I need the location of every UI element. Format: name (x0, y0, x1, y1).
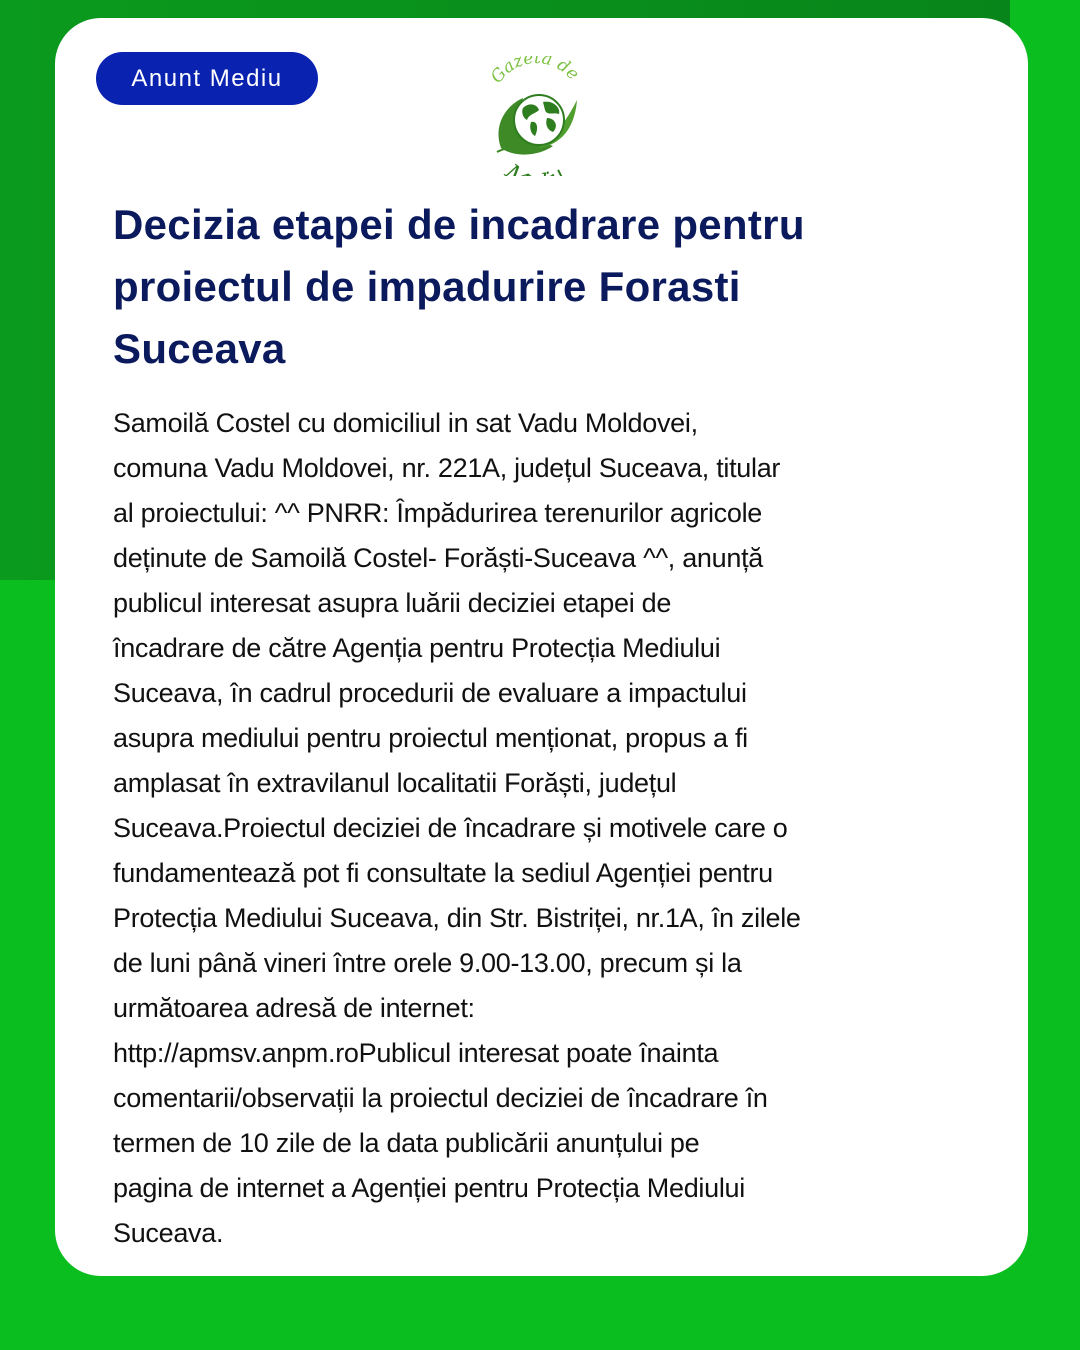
title-line: Decizia etapei de incadrare pentru (113, 201, 805, 248)
body-line: comentarii/observații la proiectul deciziei de încadrare în (113, 1083, 768, 1113)
announcement-title (113, 194, 993, 380)
body-line: Samoilă Costel cu domiciliul in sat Vadu Moldovei, (113, 408, 698, 438)
svg-text:Mediu (499, 159, 571, 176)
body-line: Protecția Mediului Suceava, din Str. Bistriței, nr.1A, în zilele (113, 903, 801, 933)
title-line: proiectul de impadurire Forasti (113, 263, 741, 310)
body-line: deținute de Samoilă Costel- Forăști-Suceava ^^, anunță (113, 543, 763, 573)
body-line: fundamentează pot fi consultate la sediul Agenției pentru (113, 858, 773, 888)
body-line: încadrare de către Agenția pentru Protecția Mediului (113, 633, 721, 663)
category-badge (96, 52, 318, 105)
title-line: Suceava (113, 325, 286, 372)
body-line: asupra mediului pentru proiectul menționat, propus a fi (113, 723, 748, 753)
body-line: al proiectului: ^^ PNRR: Împădurirea terenurilor agricole (113, 498, 763, 528)
svg-text:Gazeta de (487, 56, 583, 87)
announcement-card (55, 18, 1028, 1276)
body-line: pagina de internet a Agenției pentru Protecția Mediului (113, 1173, 745, 1203)
body-line: comuna Vadu Moldovei, nr. 221A, județul Suceava, titular (113, 453, 781, 483)
body-line: Suceava. (113, 1218, 224, 1248)
body-line: de luni până vineri între orele 9.00-13.00, precum și la (113, 948, 742, 978)
body-line: Suceava, în cadrul procedurii de evaluare a impactului (113, 678, 747, 708)
category-badge-label: Anunt Mediu (131, 64, 283, 92)
globe-leaf-icon (475, 56, 595, 176)
body-line: termen de 10 zile de la data publicării anunțului pe (113, 1128, 700, 1158)
body-line: Suceava.Proiectul deciziei de încadrare și motivele care o (113, 813, 788, 843)
body-line: amplasat în extravilanul localitatii Forăști, județul (113, 768, 677, 798)
body-line-url: http://apmsv.anpm.roPublicul interesat poate înainta (113, 1038, 719, 1068)
announcement-body (113, 401, 993, 1256)
gazeta-de-mediu-logo (475, 56, 595, 176)
logo-top-text: Gazeta de (486, 56, 583, 88)
body-line: următoarea adresă de internet: (113, 993, 475, 1023)
body-line: publicul interesat asupra luării deciziei etapei de (113, 588, 672, 618)
logo-bottom-text (499, 159, 571, 176)
